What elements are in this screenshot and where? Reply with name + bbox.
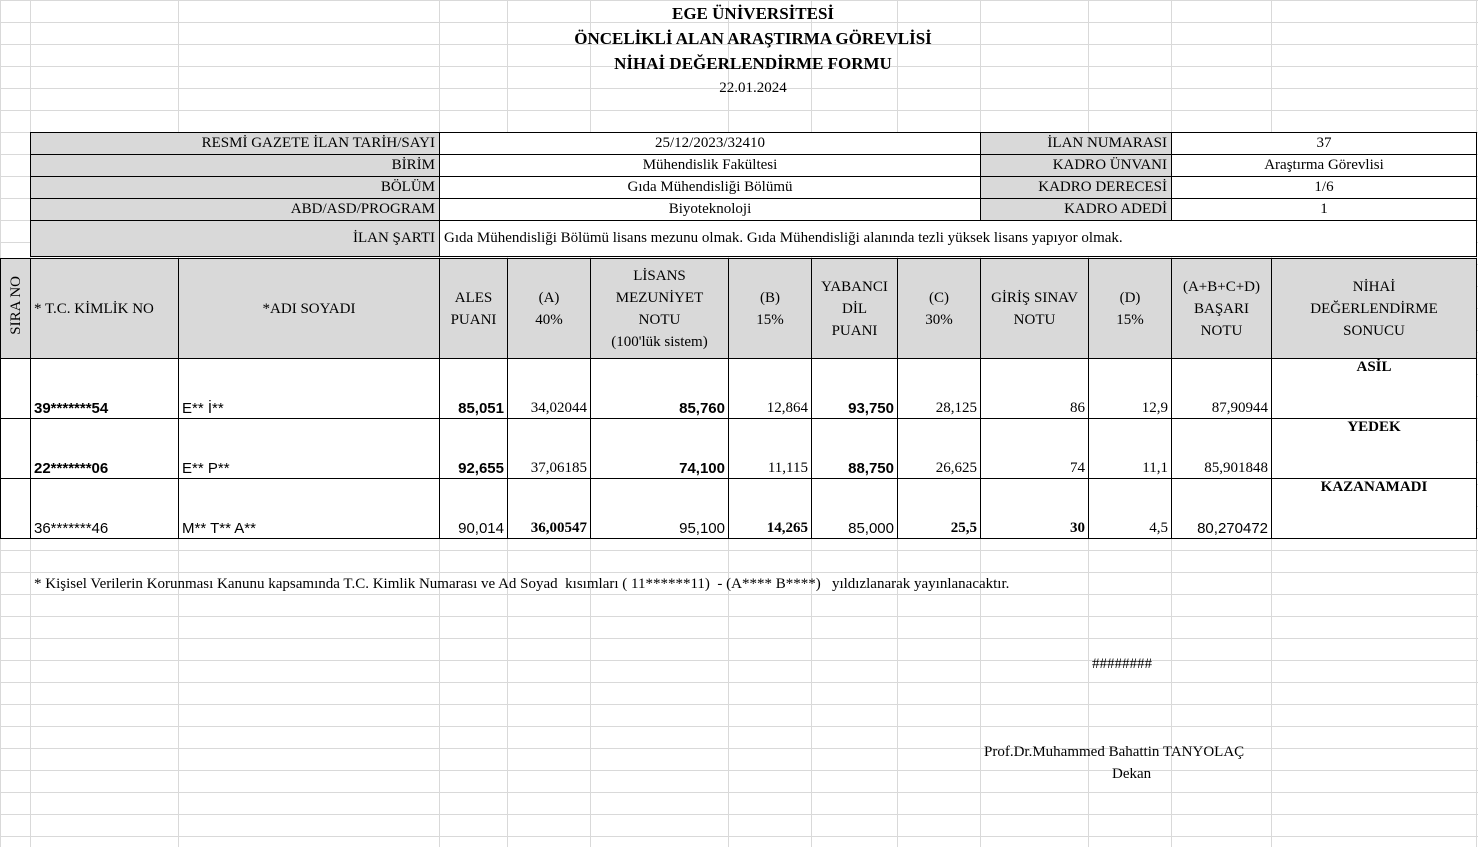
birim-value[interactable]: Mühendislik Fakültesi	[440, 155, 981, 177]
cell-basari[interactable]: 87,90944	[1172, 359, 1272, 419]
abd-label: ABD/ASD/PROGRAM	[31, 199, 440, 221]
signature-name: Prof.Dr.Muhammed Bahattin TANYOLAÇ	[984, 744, 1245, 760]
cell-dil[interactable]: 93,750	[812, 359, 898, 419]
cell-sira[interactable]	[1, 479, 31, 539]
hash-overflow-cell[interactable]: ########	[1092, 656, 1152, 672]
col-lisans[interactable]	[591, 259, 729, 359]
cell-sira[interactable]	[1, 419, 31, 479]
cell-ales[interactable]: 92,655	[440, 419, 508, 479]
cell-ales[interactable]: 85,051	[440, 359, 508, 419]
col-lisans-l4: (100'lük sistem)	[611, 333, 708, 350]
cell-a[interactable]: 37,06185	[508, 419, 591, 479]
col-giris-l2: NOTU	[1013, 311, 1056, 328]
bolum-label: BÖLÜM	[31, 177, 440, 199]
col-giris-l1: GİRİŞ SINAV	[991, 289, 1078, 306]
table-row	[1, 479, 1477, 539]
cell-dil[interactable]: 88,750	[812, 419, 898, 479]
col-ales-l2: PUANI	[450, 311, 497, 328]
col-d-l2: 15%	[1116, 311, 1144, 328]
col-c[interactable]	[898, 259, 981, 359]
col-sonuc-l3: SONUCU	[1343, 322, 1405, 339]
cell-ad[interactable]: M** T** A**	[179, 479, 440, 539]
cell-b[interactable]: 12,864	[729, 359, 812, 419]
col-sonuc-l2: DEĞERLENDİRME	[1310, 300, 1438, 317]
cell-c[interactable]: 28,125	[898, 359, 981, 419]
table-row	[1, 419, 1477, 479]
gazette-label: RESMİ GAZETE İLAN TARİH/SAYI	[31, 133, 440, 155]
bolum-value[interactable]: Gıda Mühendisliği Bölümü	[440, 177, 981, 199]
col-d[interactable]	[1089, 259, 1172, 359]
col-lisans-l1: LİSANS	[633, 267, 686, 284]
cell-sonuc[interactable]: YEDEK	[1272, 419, 1477, 479]
cell-ad[interactable]: E** İ**	[179, 359, 440, 419]
kadro-unvani-label: KADRO ÜNVANI	[981, 155, 1172, 177]
cell-tc[interactable]: 36*******46	[31, 479, 179, 539]
col-sonuc[interactable]	[1272, 259, 1477, 359]
col-dil[interactable]	[812, 259, 898, 359]
col-b-l2: 15%	[756, 311, 784, 328]
col-lisans-l3: NOTU	[638, 311, 681, 328]
col-d-l1: (D)	[1119, 289, 1141, 306]
title-position: ÖNCELİKLİ ALAN ARAŞTIRMA GÖREVLİSİ	[574, 29, 932, 48]
cell-b[interactable]: 11,115	[729, 419, 812, 479]
cell-lisans[interactable]: 85,760	[591, 359, 729, 419]
col-c-l1: (C)	[929, 289, 949, 306]
col-dil-l2: DİL	[842, 300, 867, 317]
col-sonuc-l1: NİHAİ	[1352, 278, 1396, 295]
col-a[interactable]	[508, 259, 591, 359]
cell-giris[interactable]: 74	[981, 419, 1089, 479]
cell-sonuc[interactable]: ASİL	[1272, 359, 1477, 419]
table-row	[1, 359, 1477, 419]
cell-giris[interactable]: 86	[981, 359, 1089, 419]
col-dil-l3: PUANI	[831, 322, 878, 339]
col-a-l1: (A)	[538, 289, 560, 306]
cell-dil[interactable]: 85,000	[812, 479, 898, 539]
cell-a[interactable]: 34,02044	[508, 359, 591, 419]
cell-a[interactable]: 36,00547	[508, 479, 591, 539]
title-university: EGE ÜNİVERSİTESİ	[671, 4, 835, 23]
results-header-row	[1, 259, 1477, 359]
cell-ad[interactable]: E** P**	[179, 419, 440, 479]
col-ad[interactable]: *ADI SOYADI	[179, 259, 440, 359]
title-form: NİHAİ DEĞERLENDİRME FORMU	[614, 54, 892, 73]
col-dil-l1: YABANCI	[821, 278, 888, 295]
cell-ales[interactable]: 90,014	[440, 479, 508, 539]
col-b[interactable]	[729, 259, 812, 359]
cell-c[interactable]: 25,5	[898, 479, 981, 539]
col-sira[interactable]	[1, 259, 31, 359]
announcement-info-table	[30, 132, 1477, 257]
col-tc[interactable]: * T.C. KİMLİK NO	[31, 259, 179, 359]
form-date: 22.01.2024	[719, 80, 787, 96]
col-ales-l1: ALES	[454, 289, 493, 306]
col-sira-label: SIRA NO	[7, 275, 24, 335]
col-giris[interactable]	[981, 259, 1089, 359]
col-lisans-l2: MEZUNİYET	[615, 289, 704, 306]
cell-sonuc[interactable]: KAZANAMADI	[1272, 479, 1477, 539]
cell-tc[interactable]: 22*******06	[31, 419, 179, 479]
ilan-no-label: İLAN NUMARASI	[981, 133, 1172, 155]
cell-d[interactable]: 11,1	[1089, 419, 1172, 479]
cell-d[interactable]: 4,5	[1089, 479, 1172, 539]
cell-sira[interactable]	[1, 359, 31, 419]
cell-c[interactable]: 26,625	[898, 419, 981, 479]
gazette-value[interactable]: 25/12/2023/32410	[440, 133, 981, 155]
col-basari-l3: NOTU	[1200, 322, 1243, 339]
kadro-derecesi-value[interactable]: 1/6	[1172, 177, 1477, 199]
col-basari-l1: (A+B+C+D)	[1182, 278, 1261, 295]
cell-d[interactable]: 12,9	[1089, 359, 1172, 419]
ilan-no-value[interactable]: 37	[1172, 133, 1477, 155]
cell-b[interactable]: 14,265	[729, 479, 812, 539]
kadro-adedi-value[interactable]: 1	[1172, 199, 1477, 221]
cell-tc[interactable]: 39*******54	[31, 359, 179, 419]
cell-basari[interactable]: 85,901848	[1172, 419, 1272, 479]
col-basari[interactable]	[1172, 259, 1272, 359]
cell-basari[interactable]: 80,270472	[1172, 479, 1272, 539]
kadro-adedi-label: KADRO ADEDİ	[981, 199, 1172, 221]
col-ales[interactable]	[440, 259, 508, 359]
signature-title: Dekan	[1112, 766, 1152, 782]
cell-giris[interactable]: 30	[981, 479, 1089, 539]
ilan-sarti-label: İLAN ŞARTI	[31, 221, 440, 257]
cell-lisans[interactable]: 95,100	[591, 479, 729, 539]
col-b-l1: (B)	[760, 289, 780, 306]
birim-label: BİRİM	[31, 155, 440, 177]
kadro-unvani-value[interactable]: Araştırma Görevlisi	[1172, 155, 1477, 177]
kadro-derecesi-label: KADRO DERECESİ	[981, 177, 1172, 199]
abd-value[interactable]: Biyoteknoloji	[440, 199, 981, 221]
results-table	[0, 258, 1477, 539]
col-a-l2: 40%	[535, 311, 563, 328]
col-c-l2: 30%	[925, 311, 953, 328]
cell-lisans[interactable]: 74,100	[591, 419, 729, 479]
kvkk-footnote: * Kişisel Verilerin Korunması Kanunu kapsamında T.C. Kimlik Numarası ve Ad Soyad kısımları ( 11******11) - (A**** B****) yıldızlanarak yayınlanacaktır.	[34, 576, 1010, 592]
col-basari-l2: BAŞARI	[1193, 300, 1249, 317]
ilan-sarti-value[interactable]: Gıda Mühendisliği Bölümü lisans mezunu olmak. Gıda Mühendisliği alanında tezli yüksek lisans yapıyor olmak.	[440, 221, 1477, 257]
